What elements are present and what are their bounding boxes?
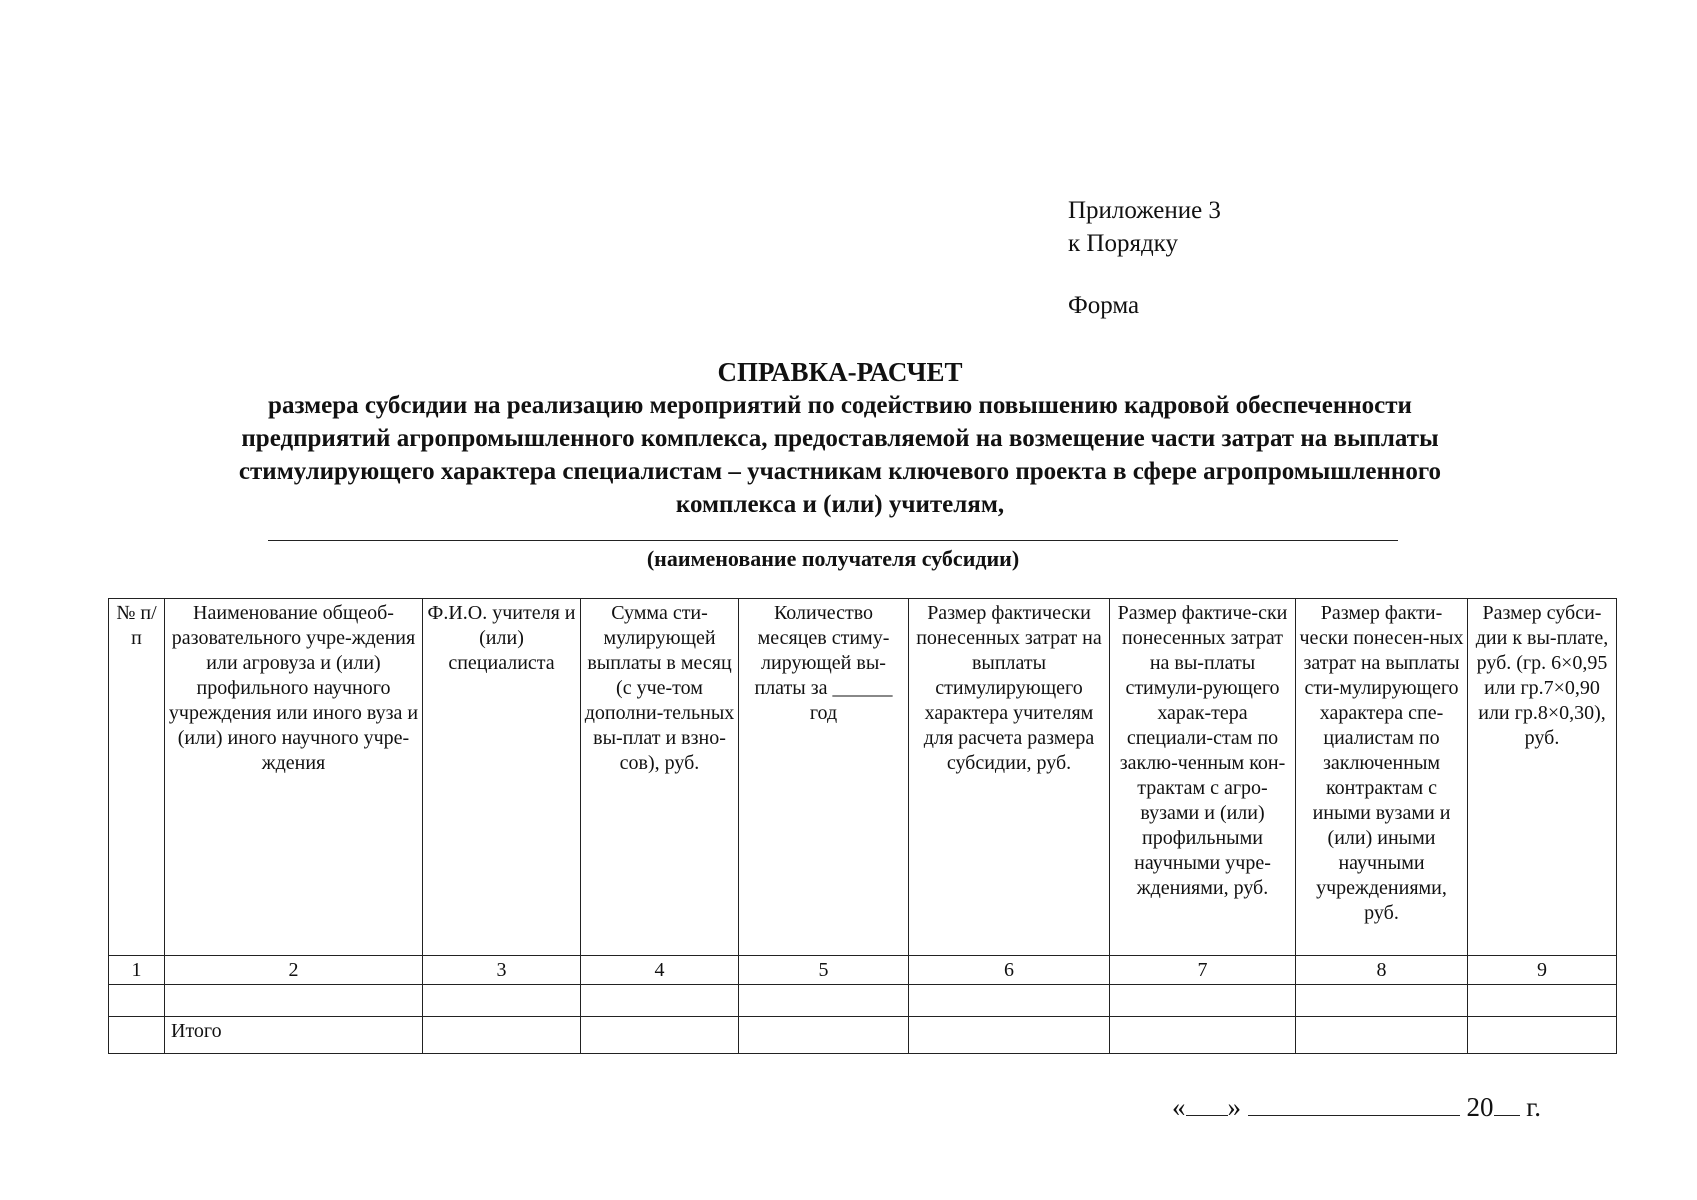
column-header-monthly-payment: Сумма сти-мулирующей выплаты в месяц (с уче-том дополни-тельных вы-плат и взно-сов), руб.: [581, 599, 739, 956]
document-subtitle-line-3: стимулирующего характера специалистам – участникам ключевого проекта в сфере агропромышленного: [238, 458, 1442, 485]
table-cell[interactable]: [581, 1017, 739, 1054]
table-cell[interactable]: [739, 1017, 909, 1054]
column-number: 1: [109, 956, 165, 985]
date-open-quote: «: [1172, 1092, 1186, 1122]
table-cell[interactable]: [1296, 1017, 1468, 1054]
column-header-number: № п/п: [109, 599, 165, 956]
table-cell[interactable]: [109, 1017, 165, 1054]
table-cell[interactable]: [1296, 985, 1468, 1017]
appendix-number: Приложение 3: [1068, 197, 1221, 224]
column-number-row: [109, 956, 1617, 985]
appendix-order-reference: к Порядку: [1068, 230, 1178, 257]
table-cell[interactable]: [1110, 985, 1296, 1017]
table-cell[interactable]: [739, 985, 909, 1017]
document-subtitle-line-4: комплекса и (или) учителям,: [675, 491, 1005, 518]
column-header-other-specialist-costs: Размер факти-чески понесен-ных затрат на выплаты сти-мулирующего характера спе-циалистам по заключенным контрактам с иными вузами и (или) иными научными учреждениями, руб.: [1296, 599, 1468, 956]
column-number: 2: [165, 956, 423, 985]
column-number: 9: [1468, 956, 1617, 985]
column-number: 7: [1110, 956, 1296, 985]
table-row: [109, 985, 1617, 1017]
recipient-caption: (наименование получателя субсидии): [646, 546, 1020, 571]
column-header-institution: Наименование общеоб-разовательного учре-ждения или агровуза и (или) профильного научного учреждения или иного вуза и (или) иного научного учре-ждения: [165, 599, 423, 956]
form-label: Форма: [1068, 292, 1140, 319]
column-header-subsidy-amount: Размер субси-дии к вы-плате, руб. (гр. 6×0,95 или гр.7×0,90 или гр.8×0,30), руб.: [1468, 599, 1617, 956]
column-number: 6: [909, 956, 1110, 985]
year-prefix: 20: [1466, 1092, 1494, 1122]
table-header-row: [109, 599, 1617, 956]
column-header-agro-specialist-costs: Размер фактиче-ски понесенных затрат на вы-платы стимули-рующего харак-тера специали-стам по заклю-ченным кон-трактам с агро-вузами и (или) профильными научными учре-ждениями, руб.: [1110, 599, 1296, 956]
total-label: Итого: [165, 1017, 423, 1054]
table-cell[interactable]: [909, 985, 1110, 1017]
year-field[interactable]: [1494, 1093, 1520, 1116]
table-cell[interactable]: [1468, 985, 1617, 1017]
column-header-full-name: Ф.И.О. учителя и (или) специалиста: [423, 599, 581, 956]
calculation-table: [108, 598, 1617, 1054]
appendix-reference: [1068, 194, 1221, 260]
table-cell[interactable]: [423, 1017, 581, 1054]
column-header-months-count: Количество месяцев стиму-лирующей вы-платы за ______ год: [739, 599, 909, 956]
document-subtitle-line-1: размера субсидии на реализацию мероприятий по содействию повышению кадровой обеспеченности: [268, 392, 1412, 419]
document-title: СПРАВКА-РАСЧЕТ: [717, 357, 963, 387]
date-line: [1172, 1092, 1541, 1123]
table-cell[interactable]: [909, 1017, 1110, 1054]
column-number: 5: [739, 956, 909, 985]
document-title-block: [120, 355, 1560, 521]
year-suffix: г.: [1526, 1092, 1542, 1122]
table-cell[interactable]: [1110, 1017, 1296, 1054]
table-cell[interactable]: [581, 985, 739, 1017]
day-field[interactable]: [1186, 1093, 1228, 1116]
total-row: [109, 1017, 1617, 1054]
table-cell[interactable]: [165, 985, 423, 1017]
column-header-teacher-costs: Размер фактически понесенных затрат на выплаты стимулирующего характера учителям для расчета размера субсидии, руб.: [909, 599, 1110, 956]
table-cell[interactable]: [109, 985, 165, 1017]
column-number: 8: [1296, 956, 1468, 985]
total-subsidy-cell[interactable]: [1468, 1017, 1617, 1054]
table-cell[interactable]: [423, 985, 581, 1017]
column-number: 4: [581, 956, 739, 985]
month-field[interactable]: [1248, 1093, 1460, 1116]
date-close-quote: »: [1227, 1092, 1241, 1122]
recipient-name-field[interactable]: [268, 540, 1398, 541]
column-number: 3: [423, 956, 581, 985]
document-subtitle-line-2: предприятий агропромышленного комплекса, предоставляемой на возмещение части затрат на выплаты: [241, 425, 1439, 452]
